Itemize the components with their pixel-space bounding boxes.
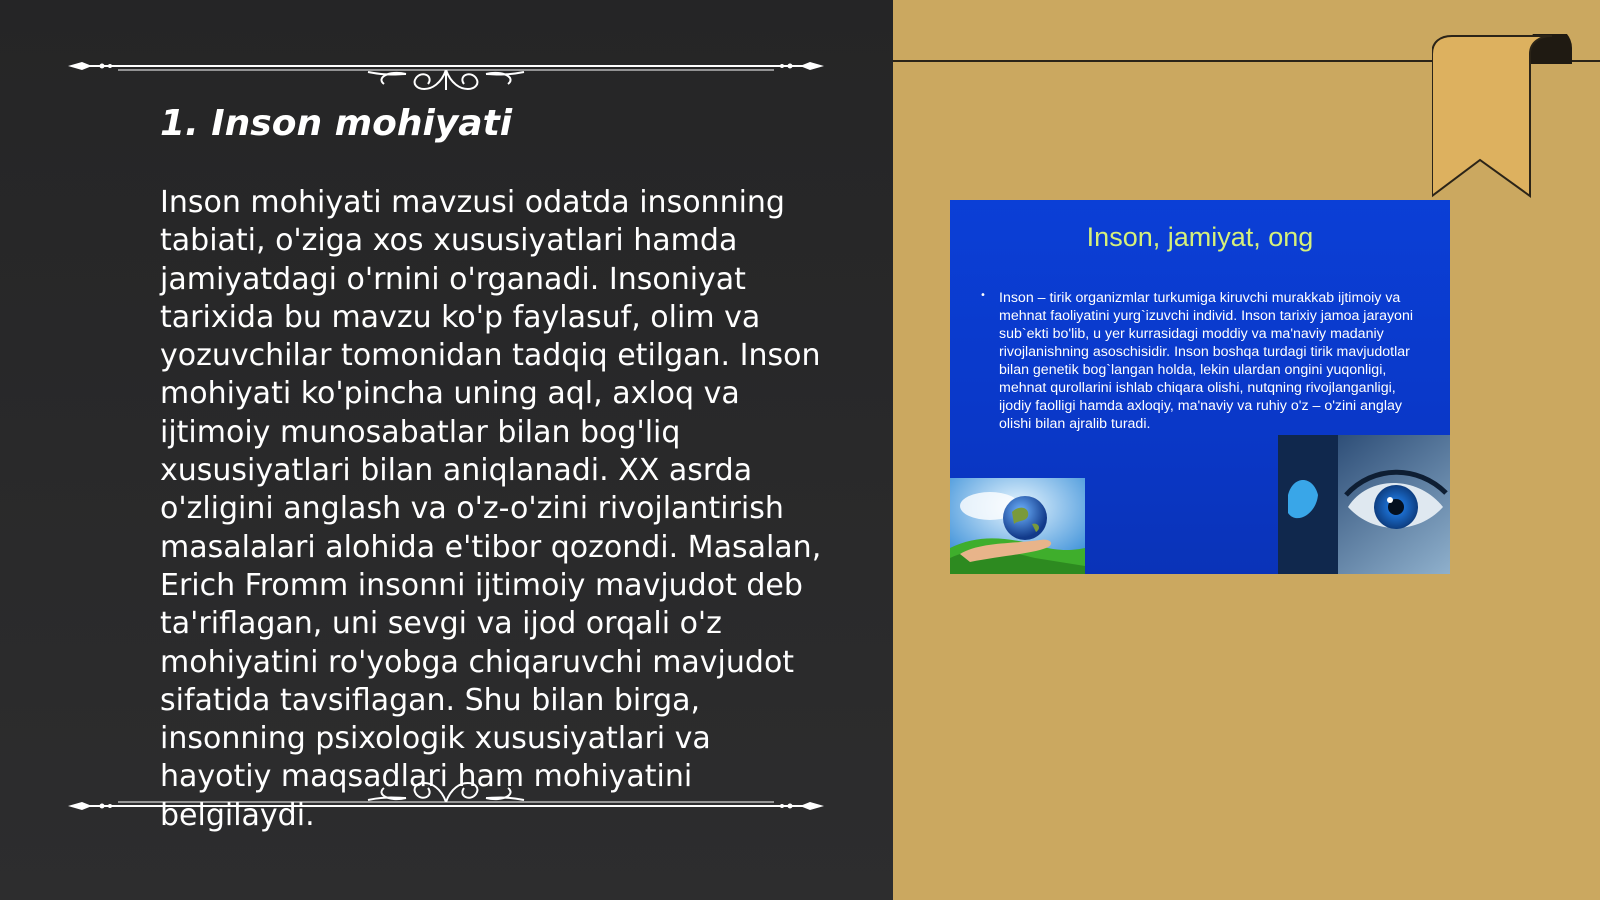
ornament-bottom (68, 776, 824, 826)
thumbnail-title: Inson, jamiyat, ong (1086, 222, 1314, 252)
bookmark-ribbon (1432, 34, 1572, 199)
slide-title: 1. Inson mohiyati (160, 103, 513, 144)
thumbnail-bullet: • (980, 290, 986, 301)
embedded-slide-image (950, 200, 1450, 574)
ornament-top (68, 40, 824, 90)
thumbnail-text: Inson – tirik organizmlar turkumiga kiruvchi murakkab ijtimoiy va mehnat faoliyatini yurg`izuvchi individ. Inson tarixiy jamoa jarayoni sub`ekti bo'lib, u yer kurrasidagi moddiy va ma'naviy madaniy rivojlanishning asoschisidir. Inson boshqa turdagi tirik mavjudotlar bilan genetik bog`langan holda, lekin ulardan ongini yuqonligi, mehnat qurollarini ishlab chiqara olishi, nutqning rivojlanganligi, ijodiy faolligi hamda axloqiy, ma'naviy va ruhiy o'z – o'zini anglay olishi bilan ajralib turadi. (999, 290, 1413, 432)
globe-in-hand-image (950, 478, 1085, 574)
slide-body-text: Inson mohiyati mavzusi odatda insonning tabiati, o'ziga xos xususiyatlari hamda jamiyatdagi o'rnini o'rganadi. Insoniyat tarixida bu mavzu ko'p faylasuf, olim va yozuvchilar tomonidan tadqiq etilgan. Inson mohiyati ko'pincha uning aql, axloq va ijtimoiy munosabatlar bilan bog'liq xususiyatlari bilan aniqlanadi. XX asrda o'zligini anglash va o'z-o'zini rivojlantirish masalalari alohida e'tibor qozondi. Masalan, Erich Fromm insonni ijtimoiy mavjudot deb ta'riflagan, uni sevgi va ijod orqali o'z mohiyatini ro'yobga chiqaruvchi mavjudot sifatida tavsiflagan. Shu bilan birga, insonning psixologik xususiyatlari va hayotiy maqsadlari ham mohiyatini belgilaydi. (160, 185, 822, 833)
eye-image (1278, 435, 1450, 574)
